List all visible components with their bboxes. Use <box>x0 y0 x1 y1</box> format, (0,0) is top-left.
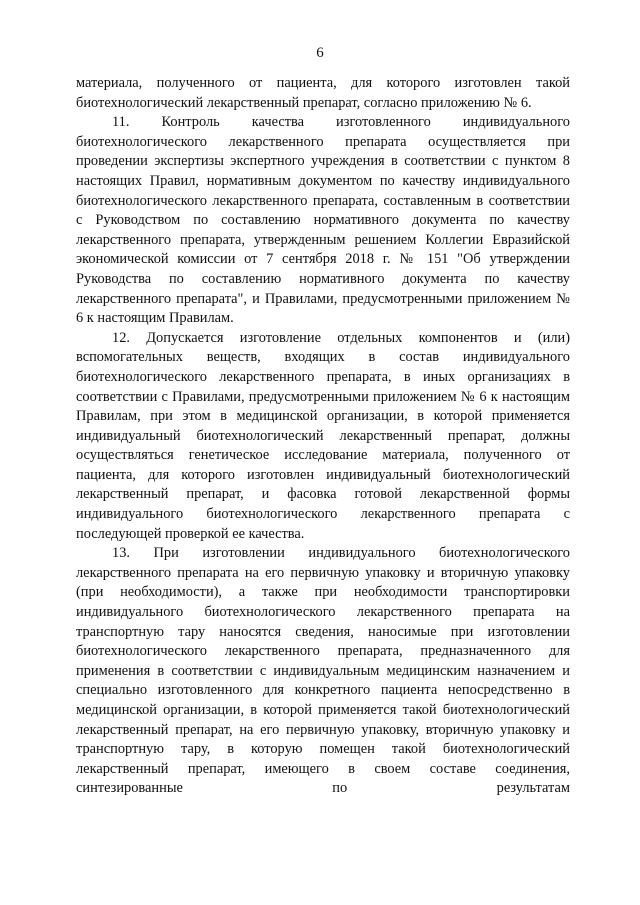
paragraph-12: 12. Допускается изготовление отдельных компонентов и (или) вспомогательных веществ, входящих в состав индивидуального биотехнологического лекарственного препарата, в иных организациях в соответствии с Правилами, предусмотренными приложением № 6 к настоящим Правилам, при этом в медицинской организации, в которой применяется индивидуальный биотехнологический лекарственный препарат, должны осуществляться генетическое исследование материала, полученного от пациента, для которого изготовлен индивидуальный биотехнологический лекарственный препарат, и фасовка готовой лекарственной формы индивидуального биотехнологического лекарственного препарата с последующей проверкой ее качества. <box>76 329 570 542</box>
paragraph-13: 13. При изготовлении индивидуального биотехнологического лекарственного препарата на его первичную упаковку и вторичную упаковку (при необходимости), а также при необходимости транспортировки индивидуального биотехнологического лекарственного препарата на транспортную тару наносятся сведения, наносимые при изготовлении биотехнологического лекарственного препарата, предназначенного для применения в соответствии с индивидуальным медицинским назначением и специально изготовленного для конкретного пациента непосредственно в медицинской организации, в которой применяется такой биотехнологический лекарственный препарат, на его первичную упаковку, вторичную упаковку и транспортную тару, в которую помещен такой биотехнологический лекарственный препарат, имеющего в своем составе соединения, синтезированные по результатам <box>76 545 570 797</box>
document-body <box>76 74 570 799</box>
paragraph-11: 11. Контроль качества изготовленного индивидуального биотехнологического лекарственного препарата осуществляется при проведении экспертизы экспертного учреждения в соответствии с пунктом 8 настоящих Правил, нормативным документом по качеству индивидуального биотехнологического лекарственного препарата, составленным в соответствии с Руководством по составлению нормативного документа по качеству лекарственного препарата, утвержденным решением Коллегии Евразийской экономической комиссии от 7 сентября 2018 г. № 151 "Об утверждении Руководства по составлению нормативного документа по качеству лекарственного препарата", и Правилами, предусмотренными приложением № 6 к настоящим Правилам. <box>76 114 570 327</box>
page-number: 6 <box>316 45 324 61</box>
paragraph-continuation: материала, полученного от пациента, для которого изготовлен такой биотехнологический лекарственный препарат, согласно приложению № 6. <box>76 75 570 111</box>
